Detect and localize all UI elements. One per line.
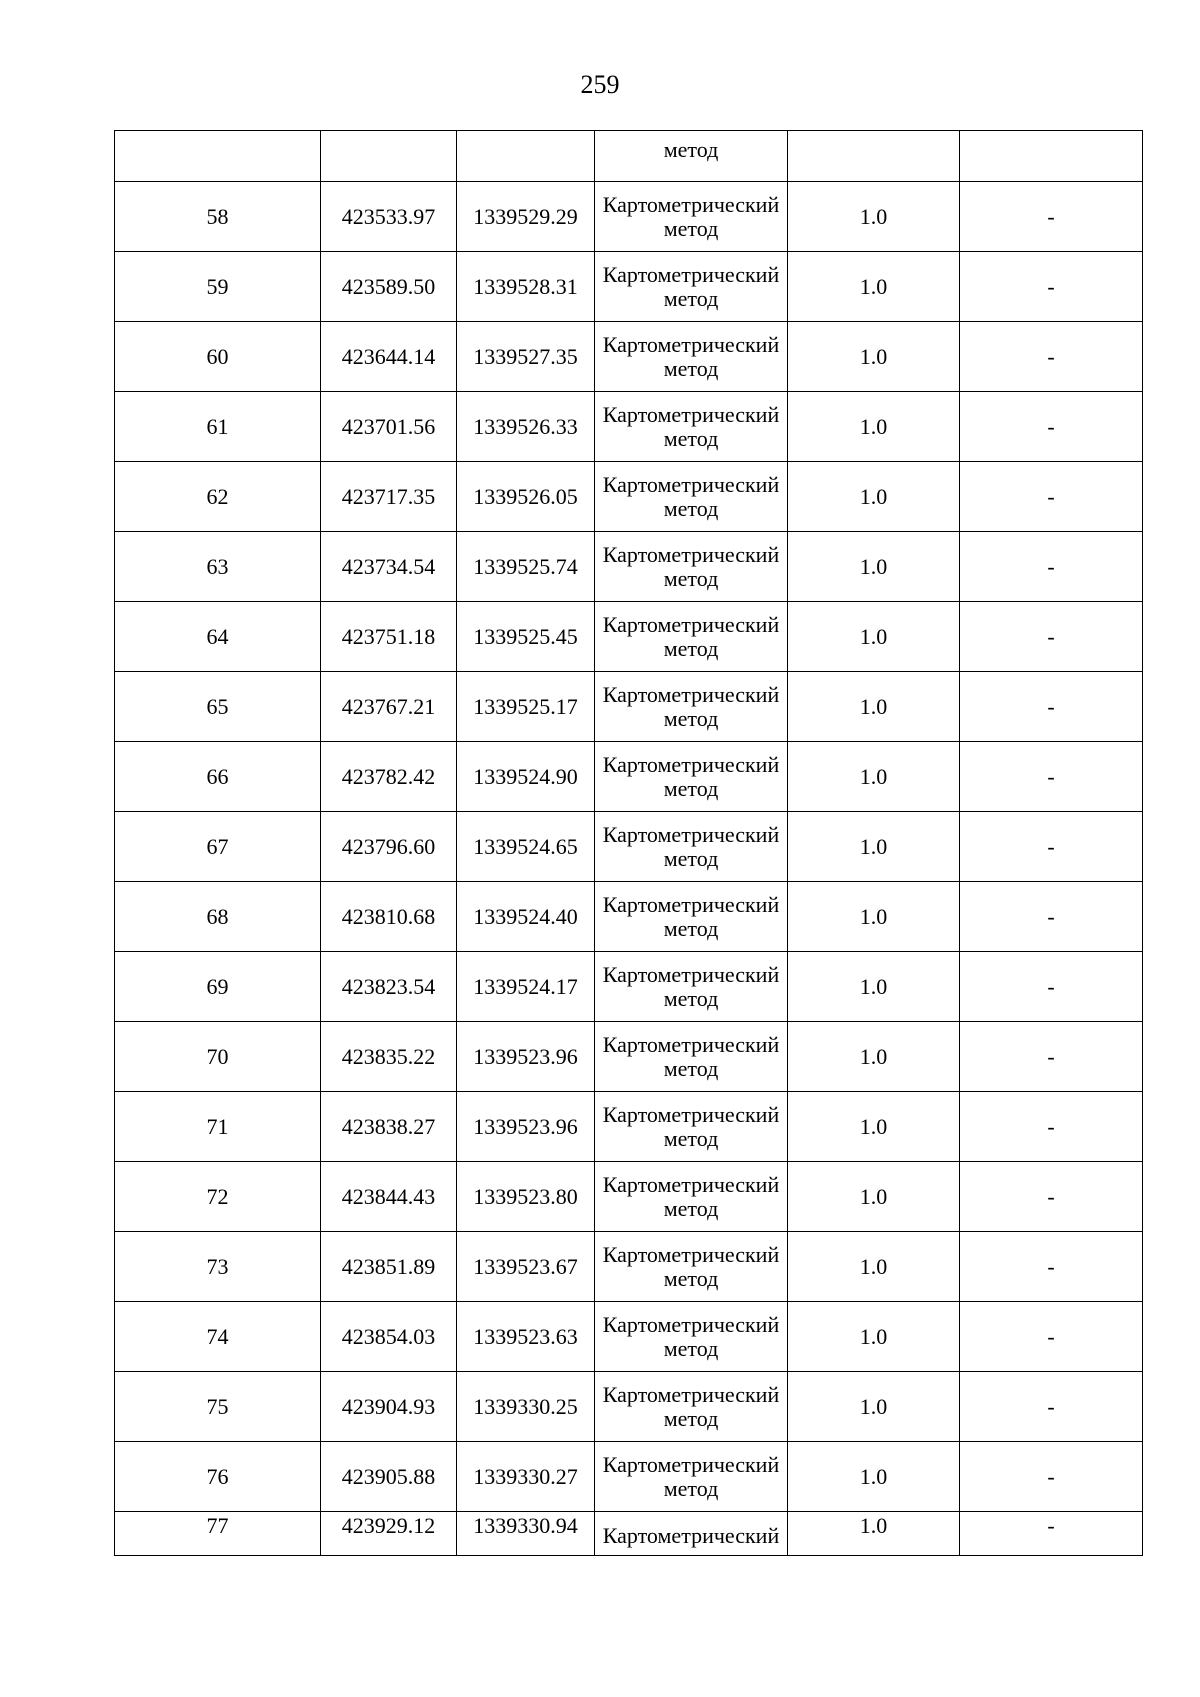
cell-accuracy: 1.0 xyxy=(788,882,960,952)
cell-note: - xyxy=(960,1442,1143,1512)
cell-accuracy: 1.0 xyxy=(788,322,960,392)
cell-method: Картометрический метод xyxy=(595,602,788,672)
continuation-row xyxy=(115,131,1143,182)
cell-number: 60 xyxy=(115,322,321,392)
table-row xyxy=(115,1232,1143,1302)
cell-method: Картометрический метод xyxy=(595,672,788,742)
cell-accuracy: 1.0 xyxy=(788,1022,960,1092)
cell-number: 65 xyxy=(115,672,321,742)
cell-x: 423904.93 xyxy=(321,1372,457,1442)
table-row xyxy=(115,1092,1143,1162)
cell-number: 76 xyxy=(115,1442,321,1512)
cell-x: 423717.35 xyxy=(321,462,457,532)
cell-note: - xyxy=(960,742,1143,812)
cell-number: 58 xyxy=(115,182,321,252)
cell-method: Картометрический метод xyxy=(595,1442,788,1512)
cell-method: Картометрический метод xyxy=(595,252,788,322)
cell-y: 1339524.90 xyxy=(457,742,595,812)
cell-y xyxy=(457,131,595,182)
cell-y: 1339525.45 xyxy=(457,602,595,672)
cell-x: 423929.12 xyxy=(321,1512,457,1556)
table-row xyxy=(115,1162,1143,1232)
cell-x: 423851.89 xyxy=(321,1232,457,1302)
cell-method: Картометрический метод xyxy=(595,1162,788,1232)
coordinates-table xyxy=(114,130,1143,1556)
cell-method: Картометрический метод xyxy=(595,742,788,812)
page-number: 259 xyxy=(580,70,620,99)
cell-x: 423796.60 xyxy=(321,812,457,882)
cell-number: 63 xyxy=(115,532,321,602)
cell-x: 423835.22 xyxy=(321,1022,457,1092)
table-row xyxy=(115,182,1143,252)
cell-note: - xyxy=(960,1162,1143,1232)
cell-accuracy: 1.0 xyxy=(788,252,960,322)
cell-y: 1339523.96 xyxy=(457,1022,595,1092)
cell-method: Картометрический xyxy=(595,1512,788,1556)
cell-accuracy: 1.0 xyxy=(788,952,960,1022)
cell-number: 70 xyxy=(115,1022,321,1092)
cell-note: - xyxy=(960,672,1143,742)
cell-x: 423905.88 xyxy=(321,1442,457,1512)
cell-number: 66 xyxy=(115,742,321,812)
table-row xyxy=(115,462,1143,532)
cell-accuracy xyxy=(788,131,960,182)
cell-y: 1339525.17 xyxy=(457,672,595,742)
table-row xyxy=(115,532,1143,602)
table-row xyxy=(115,1442,1143,1512)
cell-y: 1339527.35 xyxy=(457,322,595,392)
cell-x: 423701.56 xyxy=(321,392,457,462)
cell-method: Картометрический метод xyxy=(595,1232,788,1302)
cell-x: 423644.14 xyxy=(321,322,457,392)
cell-y: 1339528.31 xyxy=(457,252,595,322)
cell-x: 423589.50 xyxy=(321,252,457,322)
cell-x: 423767.21 xyxy=(321,672,457,742)
cell-accuracy: 1.0 xyxy=(788,812,960,882)
table-row xyxy=(115,1372,1143,1442)
cell-number: 62 xyxy=(115,462,321,532)
table-row xyxy=(115,1512,1143,1556)
cell-number: 67 xyxy=(115,812,321,882)
cell-y: 1339330.94 xyxy=(457,1512,595,1556)
table-row xyxy=(115,952,1143,1022)
cell-accuracy: 1.0 xyxy=(788,1512,960,1556)
cell-method: метод xyxy=(595,131,788,182)
cell-method: Картометрический метод xyxy=(595,812,788,882)
table-row xyxy=(115,812,1143,882)
cell-accuracy: 1.0 xyxy=(788,1442,960,1512)
cell-accuracy: 1.0 xyxy=(788,1302,960,1372)
cell-number: 69 xyxy=(115,952,321,1022)
cell-accuracy: 1.0 xyxy=(788,1372,960,1442)
table-row xyxy=(115,252,1143,322)
cell-y: 1339526.05 xyxy=(457,462,595,532)
cell-y: 1339524.17 xyxy=(457,952,595,1022)
table-row xyxy=(115,672,1143,742)
table-row xyxy=(115,602,1143,672)
cell-number xyxy=(115,131,321,182)
cell-y: 1339330.27 xyxy=(457,1442,595,1512)
cell-x: 423533.97 xyxy=(321,182,457,252)
cell-note: - xyxy=(960,1302,1143,1372)
cell-number: 73 xyxy=(115,1232,321,1302)
cell-accuracy: 1.0 xyxy=(788,672,960,742)
cell-note: - xyxy=(960,462,1143,532)
cell-note: - xyxy=(960,182,1143,252)
cell-y: 1339524.65 xyxy=(457,812,595,882)
cell-x xyxy=(321,131,457,182)
cell-x: 423751.18 xyxy=(321,602,457,672)
cell-note: - xyxy=(960,882,1143,952)
cell-note: - xyxy=(960,392,1143,462)
cell-method: Картометрический метод xyxy=(595,952,788,1022)
cell-y: 1339523.96 xyxy=(457,1092,595,1162)
cell-method: Картометрический метод xyxy=(595,1302,788,1372)
cell-method: Картометрический метод xyxy=(595,1372,788,1442)
cell-x: 423734.54 xyxy=(321,532,457,602)
cell-method: Картометрический метод xyxy=(595,392,788,462)
cell-y: 1339523.80 xyxy=(457,1162,595,1232)
table-row xyxy=(115,392,1143,462)
cell-y: 1339524.40 xyxy=(457,882,595,952)
cell-y: 1339330.25 xyxy=(457,1372,595,1442)
cell-number: 75 xyxy=(115,1372,321,1442)
cell-accuracy: 1.0 xyxy=(788,1092,960,1162)
cell-note: - xyxy=(960,532,1143,602)
cell-x: 423844.43 xyxy=(321,1162,457,1232)
table-row xyxy=(115,1302,1143,1372)
cell-note: - xyxy=(960,1022,1143,1092)
cell-accuracy: 1.0 xyxy=(788,182,960,252)
coordinates-table-body xyxy=(115,131,1143,1556)
table-row xyxy=(115,882,1143,952)
cell-number: 71 xyxy=(115,1092,321,1162)
cell-method: Картометрический метод xyxy=(595,1022,788,1092)
cell-method: Картометрический метод xyxy=(595,532,788,602)
cell-x: 423782.42 xyxy=(321,742,457,812)
cell-note: - xyxy=(960,322,1143,392)
table-row xyxy=(115,742,1143,812)
cell-note: - xyxy=(960,1092,1143,1162)
cell-method: Картометрический метод xyxy=(595,182,788,252)
cell-number: 72 xyxy=(115,1162,321,1232)
cell-y: 1339529.29 xyxy=(457,182,595,252)
cell-number: 74 xyxy=(115,1302,321,1372)
cell-note: - xyxy=(960,952,1143,1022)
table-row xyxy=(115,1022,1143,1092)
cell-accuracy: 1.0 xyxy=(788,1162,960,1232)
cell-number: 59 xyxy=(115,252,321,322)
cell-y: 1339525.74 xyxy=(457,532,595,602)
cell-note: - xyxy=(960,252,1143,322)
cell-accuracy: 1.0 xyxy=(788,602,960,672)
cell-y: 1339526.33 xyxy=(457,392,595,462)
cell-note: - xyxy=(960,812,1143,882)
cell-accuracy: 1.0 xyxy=(788,392,960,462)
cell-note: - xyxy=(960,1512,1143,1556)
cell-x: 423854.03 xyxy=(321,1302,457,1372)
cell-number: 61 xyxy=(115,392,321,462)
cell-accuracy: 1.0 xyxy=(788,742,960,812)
cell-y: 1339523.67 xyxy=(457,1232,595,1302)
cell-method: Картометрический метод xyxy=(595,882,788,952)
cell-note: - xyxy=(960,602,1143,672)
cell-method: Картометрический метод xyxy=(595,1092,788,1162)
cell-note: - xyxy=(960,1372,1143,1442)
table-row xyxy=(115,322,1143,392)
cell-number: 68 xyxy=(115,882,321,952)
cell-note xyxy=(960,131,1143,182)
cell-accuracy: 1.0 xyxy=(788,532,960,602)
cell-number: 77 xyxy=(115,1512,321,1556)
cell-x: 423823.54 xyxy=(321,952,457,1022)
cell-number: 64 xyxy=(115,602,321,672)
cell-y: 1339523.63 xyxy=(457,1302,595,1372)
cell-method: Картометрический метод xyxy=(595,462,788,532)
cell-accuracy: 1.0 xyxy=(788,1232,960,1302)
cell-note: - xyxy=(960,1232,1143,1302)
cell-accuracy: 1.0 xyxy=(788,462,960,532)
cell-x: 423810.68 xyxy=(321,882,457,952)
cell-method: Картометрический метод xyxy=(595,322,788,392)
cell-x: 423838.27 xyxy=(321,1092,457,1162)
